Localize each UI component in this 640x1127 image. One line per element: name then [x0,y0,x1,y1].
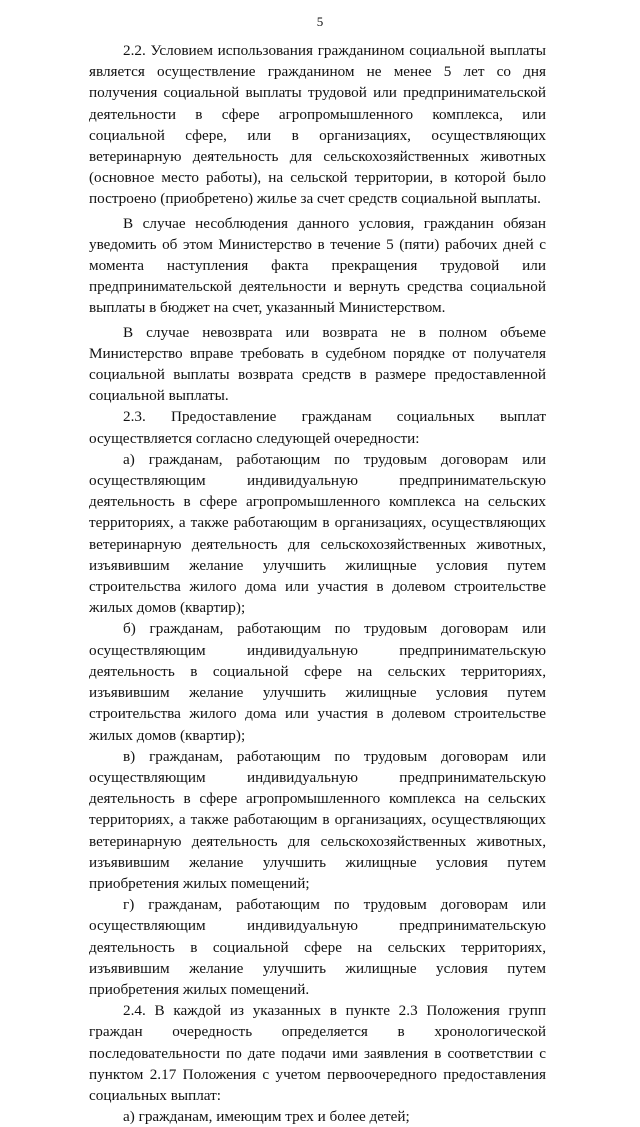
paragraph-2-4: 2.4. В каждой из указанных в пункте 2.3 Положения групп граждан очередность определяется в хронологической последовательности по дате подачи ими заявления в соответствии с пунктом 2.17 Положения с учетом первоочередного предоставления социальных выплат: [89,1002,546,1104]
list-item-2-4-a: а) гражданам, имеющим трех и более детей; [123,1108,410,1126]
list-item-2-3-g: г) гражданам, работающим по трудовым договорам или осуществляющим индивидуальную предпринимательскую деятельность в социальной сфере на сельских территориях, изъявившим желание улучшить жилищные условия путем приобретения жилых помещений. [89,896,546,998]
list-item-2-3-b: б) гражданам, работающим по трудовым договорам или осуществляющим индивидуальную предпринимательскую деятельность в социальной сфере на сельских территориях, изъявившим желание улучшить жилищные условия путем строительства жилого дома или участия в долевом строительстве жилых домов (квартир); [89,620,546,744]
paragraph-2-3: 2.3. Предоставление гражданам социальных выплат осуществляется согласно следующей очередности: [89,408,546,447]
page-number: 5 [316,14,324,29]
paragraph-2-2-notice: В случае несоблюдения данного условия, гражданин обязан уведомить об этом Министерство в течение 5 (пяти) рабочих дней с момента наступления факта прекращения трудовой или предпринимательской деятельности и вернуть средства социальной выплаты в бюджет на счет, указанный Министерством. [89,214,546,317]
list-item-2-3-v: в) гражданам, работающим по трудовым договорам или осуществляющим индивидуальную предпринимательскую деятельность в сфере агропромышленного комплекса на сельских территориях, а также работающим в организациях, осуществляющих ветеринарную деятельность для сельскохозяйственных животных, изъявившим желание улучшить жилищные условия путем приобретения жилых помещений; [89,747,546,892]
paragraph-2-2: 2.2. Условием использования гражданином социальной выплаты является осуществление гражданином не менее 5 лет со дня получения социальной выплаты трудовой или предпринимательской деятельности в сфере агропромышленного комплекса, или социальной сфере, или в организациях, осуществляющих ветеринарную деятельность для сельскохозяйственных животных (основное место работы), на сельской территории, в которой было построено (приобретено) жилье за счет средств социальной выплаты. [89,42,546,208]
document-body [89,40,546,1127]
paragraph-2-2-refund: В случае невозврата или возврата не в полном объеме Министерство вправе требовать в судебном порядке от получателя социальной выплаты возврата средств в размере предоставленной социальной выплаты. [89,323,546,405]
list-item-2-3-a: а) гражданам, работающим по трудовым договорам или осуществляющим индивидуальную предпринимательскую деятельность в сфере агропромышленного комплекса на сельских территориях, а также работающим в организациях, осуществляющих ветеринарную деятельность для сельскохозяйственных животных, изъявившим желание улучшить жилищные условия путем строительства жилого дома или участия в долевом строительстве жилых домов (квартир); [89,450,546,617]
